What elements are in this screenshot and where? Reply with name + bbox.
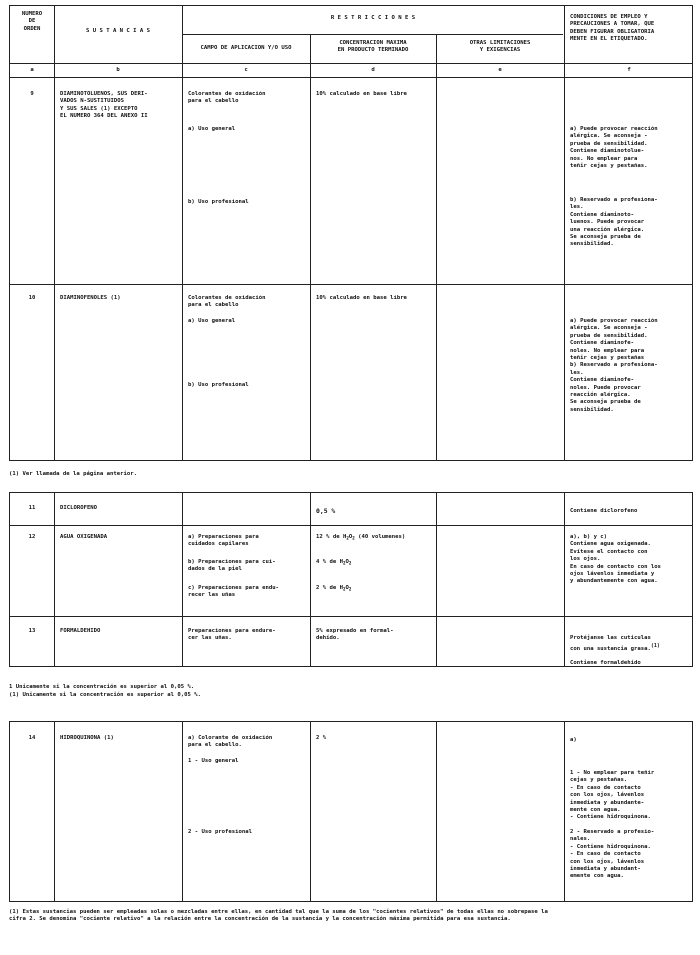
- row-14-number: 14: [28, 735, 36, 741]
- row-14-cond-1: 1 - No emplear para teñir cejas y pestañas. - En caso de contacto con los ojos, lávenlos inmediata y abundante- mente con agua. - Contiene hidroquinona.: [570, 770, 655, 821]
- row-10-concentration: 10% calculado en base libre: [316, 295, 407, 301]
- row-11-concentration: 0,5 %: [316, 508, 336, 515]
- grid-line: [10, 616, 692, 617]
- row-14-campo-1: 1 - Uso general: [188, 758, 239, 764]
- row-13-cond: [570, 628, 694, 668]
- grid-line: [310, 493, 311, 666]
- row-14-campo-2: 2 - Uso profesional: [188, 829, 252, 835]
- row-10-campo: Colorantes de oxidación para el cabello: [188, 295, 266, 309]
- row-12-substance: AGUA OXIGENADA: [60, 534, 108, 540]
- grid-line: [10, 284, 692, 285]
- row-14-cond: a): [570, 737, 577, 743]
- grid-line: [10, 77, 692, 78]
- row-14-campo: a) Colorante de oxidación para el cabello.: [188, 735, 273, 749]
- row-9-cond-a: a) Puede provocar reacción alérgica. Se aconseja - prueba de sensibilidad. Contiene diaminotolue- nos. No emplear para teñir cejas y pestañas.: [570, 126, 658, 170]
- header-col-b: S U S T A N C I A S: [86, 28, 150, 34]
- row-13-cond-text-2: Contiene formaldehído: [570, 660, 641, 667]
- conc-a-prefix: 12 % de H: [316, 534, 347, 540]
- row-12-conc-a: [316, 534, 436, 542]
- grid-line: [10, 525, 692, 526]
- row-12-conc-c: [316, 585, 436, 593]
- row-9-cond-b: b) Reservado a profesiona- les. Contiene diaminoto- luenos. Puede provocar una reacción alérgica. Se aconseja prueba de sensibilidad.: [570, 197, 658, 248]
- row-13-campo: Preparaciones para endure- cer las uñas.: [188, 628, 276, 642]
- row-14-substance: HIDROQUINONA (1): [60, 735, 114, 741]
- row-9-campo-a: a) Uso general: [188, 126, 236, 132]
- grid-line: [54, 493, 55, 666]
- grid-line: [182, 34, 563, 35]
- grid-line: [436, 34, 437, 460]
- subscript: 2: [352, 535, 355, 541]
- grid-line: [436, 722, 437, 901]
- row-10-substance: DIAMINOFENOLES (1): [60, 295, 121, 301]
- conc-a-oxygen: O: [348, 534, 353, 540]
- conc-a-suffix: (40 volumenes): [354, 534, 406, 540]
- conc-c-prefix: 2 % de H: [316, 585, 343, 591]
- subscript: 2: [346, 535, 349, 541]
- row-11-substance: DICLOROFENO: [60, 505, 98, 511]
- letter-f: f: [627, 67, 631, 73]
- table-main: [9, 5, 693, 461]
- grid-line: [182, 493, 183, 666]
- table-third: [9, 721, 693, 902]
- grid-line: [564, 722, 565, 901]
- row-10-cond: a) Puede provocar reacción alérgica. Se aconseja - prueba de sensibilidad. Contiene diaminofe- noles. No emplear para teñir cejas y pestañas b) Reservado a profesiona- les. Contiene diaminofe- noles. Puede provocar reacción alérgica. Se aconseja prueba de sensibilidad.: [570, 318, 658, 413]
- row-11-cond: Contiene diclorofeno: [570, 508, 638, 514]
- letter-a: a: [30, 67, 34, 73]
- header-col-d: CONCENTRACION MAXIMA EN PRODUCTO TERMINADO: [337, 40, 409, 54]
- row-9-campo-b: b) Uso profesional: [188, 199, 249, 205]
- subscript: 2: [342, 586, 346, 592]
- row-13-cond-text: Protéjanse las cutículas con una sustancia grasa.: [570, 635, 651, 652]
- row-13-concentration: 5% expresado en formal- dehído.: [316, 628, 394, 642]
- grid-line: [182, 722, 183, 901]
- conc-c-oxygen: O: [345, 585, 349, 591]
- row-10-number: 10: [28, 295, 36, 301]
- letter-e: e: [498, 67, 502, 73]
- grid-line: [54, 722, 55, 901]
- row-13-substance: FORMALDEHIDO: [60, 628, 101, 634]
- row-12-campo-c: c) Preparaciones para endu- recer las uñas: [188, 585, 279, 599]
- header-col-e: OTRAS LIMITACIONES Y EXIGENCIAS: [469, 40, 531, 54]
- row-9-campo: Colorantes de oxidación para el cabello: [188, 91, 266, 105]
- row-12-number: 12: [28, 534, 36, 540]
- row-12-cond: a), b) y c) Contiene agua oxigenada. Evítese el contacto con los ojos. En caso de contacto con los ojos lávenlos inmediata y y abundantemente con agua.: [570, 534, 661, 585]
- grid-line: [564, 493, 565, 666]
- row-10-campo-b: b) Uso profesional: [188, 382, 249, 388]
- row-9-number: 9: [30, 91, 34, 97]
- footnote-2b: (1) Unicamente si la concentración es superior al 0,05 %.: [9, 692, 201, 698]
- footnote-1: (1) Ver llamada de la página anterior.: [9, 471, 137, 477]
- conc-b-prefix: 4 % de H: [316, 559, 343, 565]
- footnote-2a: 1 Unicamente si la concentración es superior al 0,05 %.: [9, 684, 195, 690]
- header-col-a: NUMERO DE ORDEN: [21, 11, 43, 32]
- row-14-cond-2: 2 - Reservado a profesio- nales. - Contiene hidroquinona. - En caso de contacto con los ojos, lávenlos inmediata y abundant- emente con agua.: [570, 829, 655, 880]
- grid-line: [10, 63, 692, 64]
- footnote-mark: (1): [650, 642, 660, 649]
- letter-b: b: [116, 67, 120, 73]
- row-14-concentration: 2 %: [316, 735, 327, 741]
- subscript: 2: [348, 560, 352, 566]
- row-13-number: 13: [28, 628, 36, 634]
- row-11-number: 11: [28, 505, 36, 511]
- row-12-campo-b: b) Preparaciones para cui- dados de la piel: [188, 559, 276, 573]
- table-second: [9, 492, 693, 667]
- header-col-f: CONDICIONES DE EMPLEO Y PRECAUCIONES A TOMAR, QUE DEBEN FIGURAR OBLIGATORIA MENTE EN EL ETIQUETADO.: [570, 14, 655, 43]
- subscript: 2: [348, 586, 352, 592]
- grid-line: [310, 722, 311, 901]
- subscript: 2: [342, 560, 346, 566]
- row-12-campo-a: a) Preparaciones para cuidados capilares: [188, 534, 259, 548]
- letter-d: d: [371, 67, 375, 73]
- header-restricciones: R E S T R I C C I O N E S: [330, 15, 416, 21]
- grid-line: [436, 493, 437, 666]
- header-col-c: CAMPO DE APLICACION Y/O USO: [200, 45, 292, 51]
- row-10-campo-a: a) Uso general: [188, 318, 236, 324]
- row-12-conc-b: [316, 559, 436, 567]
- row-9-substance: DIAMINOTOLUENOS, SUS DERI- VADOS N-SUSTITUIDOS Y SUS SALES (1) EXCEPTO EL NUMERO 364 DEL ANEXO II: [60, 91, 148, 120]
- footnote-3: (1) Estas sustancias pueden ser empleadas solas o mezcladas entre ellas, en cantidad tal que la suma de los "cocientes relativos" de todas ellas no sobrepase la cifra 2. Se denomina "cociente relativo" a la relación entre la concentración de la sustancia y la concentración máxima permitida para esa sustancia.: [9, 909, 548, 923]
- letter-c: c: [244, 67, 248, 73]
- conc-b-oxygen: O: [345, 559, 349, 565]
- row-9-concentration: 10% calculado en base libre: [316, 91, 407, 97]
- grid-line: [310, 34, 311, 460]
